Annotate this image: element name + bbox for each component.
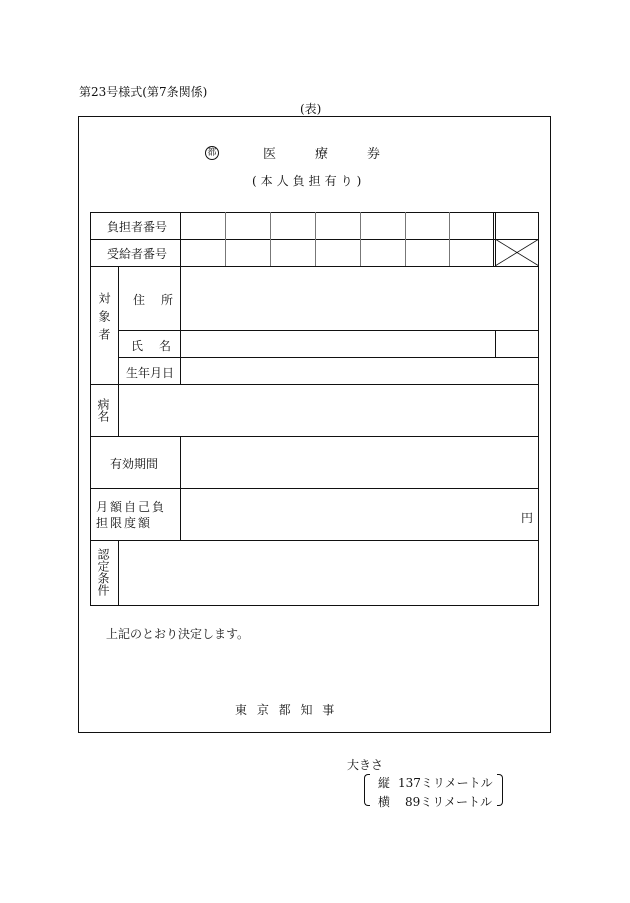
digit-cell-divider <box>449 212 450 266</box>
birthdate-label: 生年月日 <box>126 366 175 380</box>
digit-cell-divider <box>405 212 406 266</box>
check-digit-divider <box>493 212 494 266</box>
left-bracket-icon <box>364 774 370 806</box>
ticket-subtitle: (本人負担有り) <box>252 174 366 188</box>
digit-cell-divider <box>360 212 361 266</box>
recipient-number-label: 受給者番号 <box>107 247 168 261</box>
decision-text: 上記のとおり決定します。 <box>106 627 250 641</box>
name-side-cell-divider <box>495 330 496 357</box>
right-bracket-icon <box>497 774 503 806</box>
sublabel-column-divider <box>118 384 119 436</box>
issuer: 東 京 都 知 事 <box>235 703 338 717</box>
size-label: 大きさ <box>347 758 384 772</box>
crossed-out-cell-icon <box>495 239 539 266</box>
yen-unit: 円 <box>521 511 534 525</box>
conditions-label: 認定条件 <box>96 548 110 596</box>
side-label: (表) <box>300 102 322 116</box>
height-value: 137ミリメートル <box>398 776 493 790</box>
disease-label: 病名 <box>96 398 110 422</box>
height-label: 縦 <box>378 776 391 790</box>
row-divider <box>90 384 539 385</box>
label-column-divider <box>180 212 181 384</box>
row-divider <box>90 540 539 541</box>
ticket-title-text: 医 療 券 <box>263 147 381 162</box>
width-value: 89ミリメートル <box>405 795 493 809</box>
payer-number-label: 負担者番号 <box>107 220 168 234</box>
address-label: 住 所 <box>133 293 176 307</box>
row-divider <box>90 266 539 267</box>
subject-label: 対象者 <box>97 292 111 346</box>
monthly-limit-label: 月額自己負担限度額 <box>96 500 167 530</box>
sublabel-column-divider <box>118 266 119 384</box>
name-label: 氏 名 <box>131 339 174 353</box>
digit-cell-divider <box>315 212 316 266</box>
digit-cell-divider <box>225 212 226 266</box>
width-label: 横 <box>378 795 391 809</box>
row-divider <box>118 357 539 358</box>
ticket-title <box>205 143 380 162</box>
row-divider <box>90 436 539 437</box>
label-column-divider <box>180 436 181 540</box>
row-divider <box>90 488 539 489</box>
tokyo-seal-icon: 都 <box>205 146 219 160</box>
ticket-table <box>90 212 539 606</box>
digit-cell-divider <box>270 212 271 266</box>
form-number: 第23号様式(第7条関係) <box>79 85 208 99</box>
sublabel-column-divider <box>118 540 119 606</box>
row-divider <box>118 330 539 331</box>
valid-period-label: 有効期間 <box>110 457 159 471</box>
